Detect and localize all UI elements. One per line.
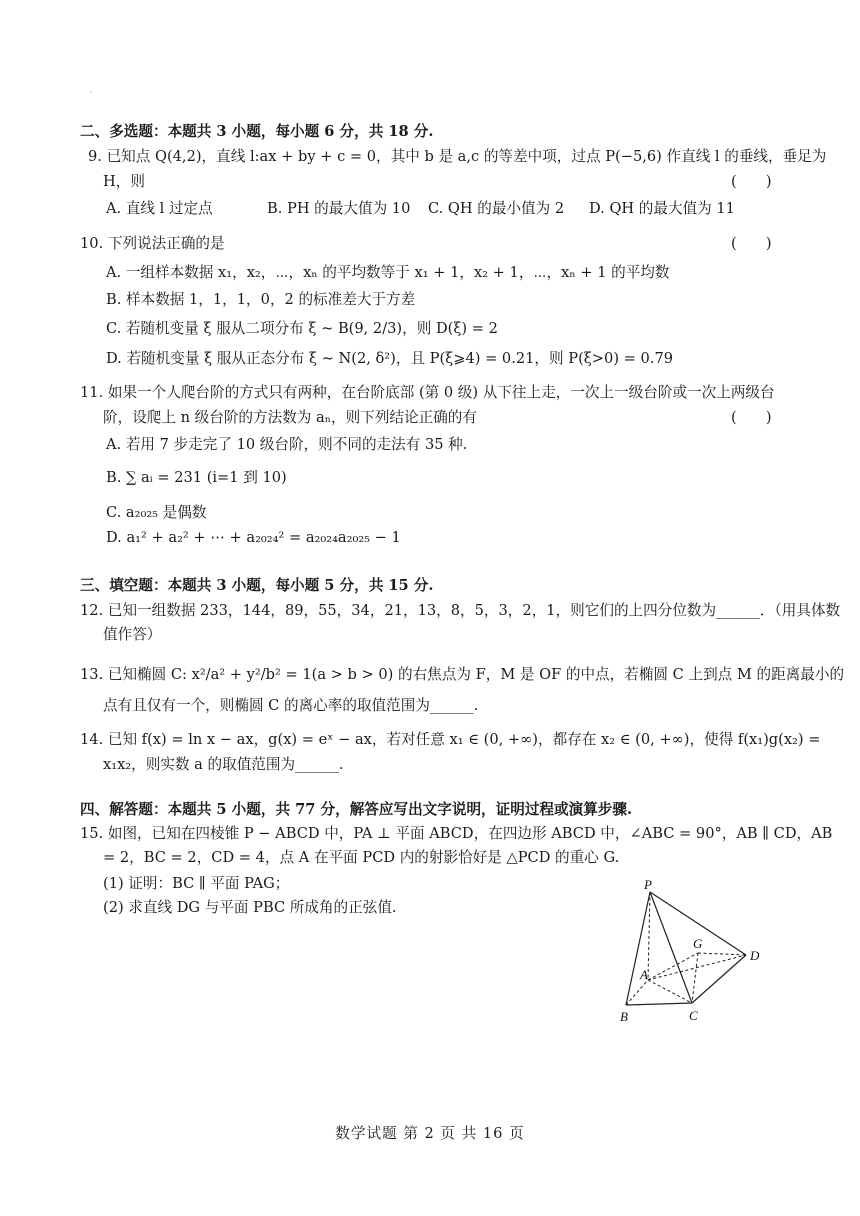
edge-AG — [648, 953, 698, 980]
edge-GD — [698, 953, 746, 955]
q15-part2: (2) 求直线 DG 与平面 PBC 所成角的正弦值. — [103, 899, 397, 916]
q15-line2: = 2，BC = 2，CD = 4，点 A 在平面 PCD 内的射影恰好是 △PCD 的重心 G. — [103, 849, 620, 866]
q9-line1: 9. 已知点 Q(4,2)，直线 l:ax + by + c = 0，其中 b 是 a,c 的等差中项，过点 P(−5,6) 作直线 l 的垂线，垂足为 — [88, 148, 827, 165]
section-header-multi-choice: 二、多选题：本题共 3 小题，每小题 6 分，共 18 分. — [80, 123, 434, 140]
edge-AC — [648, 980, 692, 1003]
q9-option-d: D. QH 的最大值为 11 — [589, 200, 735, 217]
q10-option-a: A. 一组样本数据 x₁，x₂，⋯，xₙ 的平均数等于 x₁ + 1，x₂ + 1，⋯，xₙ + 1 的平均数 — [106, 264, 670, 281]
q9-option-b: B. PH 的最大值为 10 — [267, 200, 411, 217]
q11-line2: 阶，设爬上 n 级台阶的方法数为 aₙ，则下列结论正确的有 — [103, 409, 477, 426]
edge-PA — [648, 892, 650, 980]
edge-BC — [626, 1003, 692, 1005]
q9-answer-paren: ( ) — [731, 173, 772, 190]
edge-GC — [692, 953, 698, 1003]
edge-PB — [626, 892, 650, 1005]
q11-option-d: D. a₁² + a₂² + ⋯ + a₂₀₂₄² = a₂₀₂₄a₂₀₂₅ − 1 — [106, 529, 401, 546]
q12-line2: 值作答） — [103, 626, 162, 643]
label-B: B — [620, 1009, 628, 1024]
q9-line2: H，则 — [103, 173, 145, 190]
label-P: P — [644, 877, 652, 892]
section-header-solution: 四、解答题：本题共 5 小题，共 77 分，解答应写出文字说明，证明过程或演算步骤. — [80, 801, 633, 818]
q15-line1: 15. 如图，已知在四棱锥 P − ABCD 中，PA ⊥ 平面 ABCD，在四边形 ABCD 中，∠ABC = 90°，AB ∥ CD，AB — [80, 825, 833, 842]
edge-AB — [626, 980, 648, 1005]
q9-option-a: A. 直线 l 过定点 — [106, 200, 213, 217]
label-C: C — [689, 1008, 698, 1023]
label-A: A — [640, 967, 648, 982]
q15-part1: (1) 证明：BC ∥ 平面 PAG； — [103, 875, 290, 892]
page-mark: · — [90, 88, 93, 97]
q13-line1: 13. 已知椭圆 C: x²/a² + y²/b² = 1(a > b > 0) 的右焦点为 F，M 是 OF 的中点，若椭圆 C 上到点 M 的距离最小的 — [80, 666, 845, 683]
q12-line1: 12. 已知一组数据 233，144，89，55，34，21，13，8，5，3，2，1，则它们的上四分位数为______．（用具体数 — [80, 602, 841, 619]
pyramid-figure — [600, 875, 780, 1025]
section-header-fill-blank: 三、填空题：本题共 3 小题，每小题 5 分，共 15 分. — [80, 577, 434, 594]
q10-stem: 10. 下列说法正确的是 — [80, 235, 225, 252]
page-footer: 数学试题 第 2 页 共 16 页 — [335, 1125, 525, 1142]
q10-answer-paren: ( ) — [731, 235, 772, 252]
q13-line2: 点有且仅有一个，则椭圆 C 的离心率的取值范围为______. — [103, 697, 479, 714]
q9-option-c: C. QH 的最小值为 2 — [428, 200, 565, 217]
edge-PC — [650, 892, 692, 1003]
q11-option-b: B. ∑ aᵢ = 231 (i=1 到 10) — [106, 469, 287, 486]
q14-line1: 14. 已知 f(x) = ln x − ax，g(x) = eˣ − ax，若对任意 x₁ ∈ (0, +∞)，都存在 x₂ ∈ (0, +∞)，使得 f(x₁)g(x₂) = — [80, 731, 821, 748]
q10-option-c: C. 若随机变量 ξ 服从二项分布 ξ ~ B(9, 2/3)，则 D(ξ) = 2 — [106, 320, 498, 337]
label-D: D — [750, 948, 760, 963]
q11-option-a: A. 若用 7 步走完了 10 级台阶，则不同的走法有 35 种. — [106, 436, 468, 453]
q14-line2: x₁x₂，则实数 a 的取值范围为______. — [103, 756, 344, 773]
q10-option-d: D. 若随机变量 ξ 服从正态分布 ξ ~ N(2, δ²)，且 P(ξ⩾4) = 0.21，则 P(ξ>0) = 0.79 — [106, 350, 674, 367]
label-G: G — [693, 936, 703, 951]
q11-option-c: C. a₂₀₂₅ 是偶数 — [106, 504, 207, 521]
q10-option-b: B. 样本数据 1，1，1，0，2 的标准差大于方差 — [106, 291, 416, 308]
q11-answer-paren: ( ) — [731, 409, 772, 426]
q11-line1: 11. 如果一个人爬台阶的方式只有两种，在台阶底部 (第 0 级) 从下往上走，一次上一级台阶或一次上两级台 — [80, 384, 775, 401]
